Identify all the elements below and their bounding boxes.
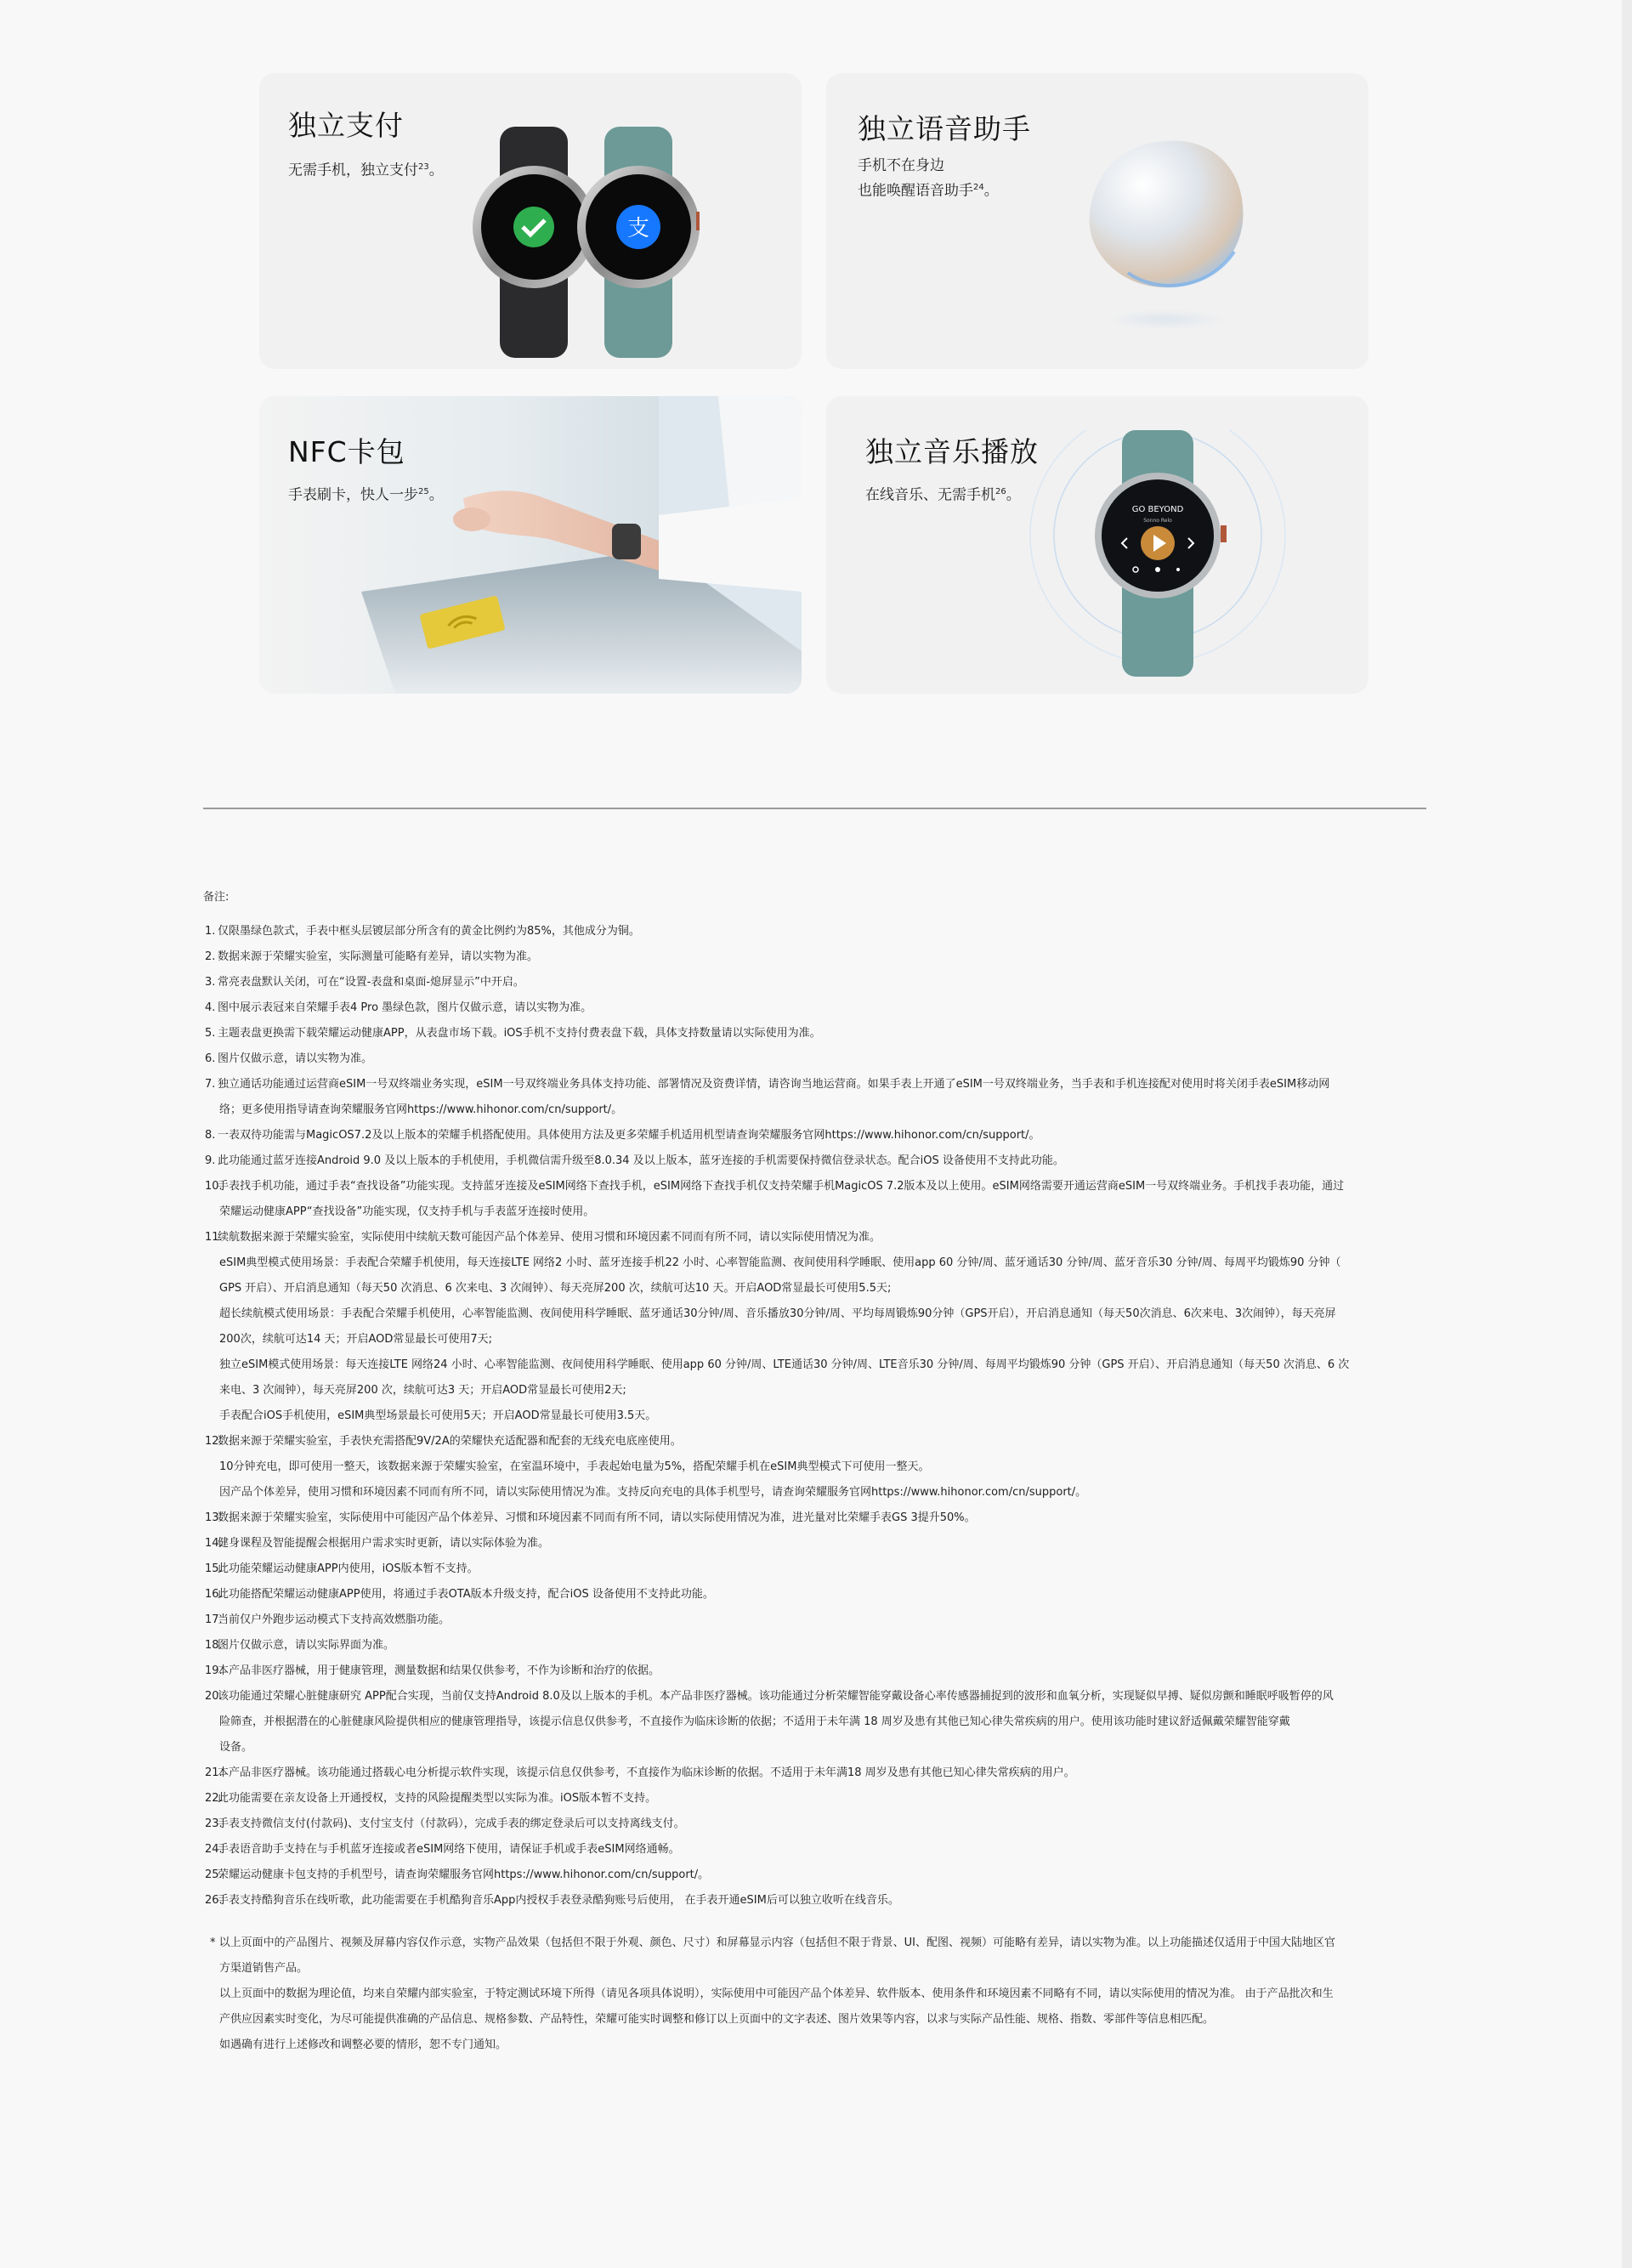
card-description: 手表刷卡，快人一步$^{25}$。 xyxy=(288,486,444,504)
card-description: 手机不在身边 也能唤醒语音助手$^{24}$。 xyxy=(858,157,999,200)
footnote-text: 手表语音助手支持在与手机蓝牙连接或者eSIM网络下使用，请保证手机或手表eSIM网络通畅。 xyxy=(218,1843,680,1856)
footnote-item xyxy=(203,1761,1427,1786)
footnote-number: 14. xyxy=(205,1537,223,1550)
footnote-item-continuation xyxy=(203,1250,1427,1276)
footnote-text: 图中展示表冠来自荣耀手表4 Pro 墨绿色款，图片仅做示意，请以实物为准。 xyxy=(218,1001,592,1014)
footnote-text: 设备。 xyxy=(219,1741,253,1754)
footnote-number: 26. xyxy=(205,1894,223,1907)
card-title: 独立语音助手 xyxy=(858,112,1031,145)
disclaimer-line: 如遇确有进行上述修改和调整必要的情形，恕不专门通知。 xyxy=(219,2038,507,2051)
footnote-text: 数据来源于荣耀实验室，实际测量可能略有差异，请以实物为准。 xyxy=(218,950,539,963)
footnote-item xyxy=(203,1684,1427,1710)
footnote-text: 超长续航模式使用场景：手表配合荣耀手机使用，心率智能监测、夜间使用科学睡眠、蓝牙通话30分钟/周、音乐播放30分钟/周、平均每周锻炼90分钟（GPS开启），开启消息通知（每天50次消息、6次来电、3次闹钟），每天亮屏 xyxy=(219,1307,1336,1320)
footnote-item xyxy=(203,1837,1427,1863)
footnote-item-continuation xyxy=(203,1301,1427,1327)
footnote-item xyxy=(203,919,1427,944)
footnote-number: 16. xyxy=(205,1588,223,1601)
footnote-number: 24. xyxy=(205,1843,223,1856)
footnote-text: 独立eSIM模式使用场景：每天连接LTE 网络24 小时、心率智能监测、夜间使用科学睡眠、使用app 60 分钟/周、LTE通话30 分钟/周、LTE音乐30 分钟/周、每周平均锻炼90 分钟（GPS 开启）、开启消息通知（每天50 次消息、6 次 xyxy=(219,1358,1350,1371)
footnote-number: 3. xyxy=(205,976,216,989)
footnote-item-continuation xyxy=(203,1097,1427,1123)
footnote-text: 本产品非医疗器械。该功能通过搭载心电分析提示软件实现，该提示信息仅供参考，不直接作为临床诊断的依据。不适用于未年满18 周岁及患有其他已知心律失常疾病的用户。 xyxy=(218,1766,1075,1779)
footnote-number: 22. xyxy=(205,1792,223,1805)
footnote-item-continuation xyxy=(203,1710,1427,1735)
footnote-number: 9. xyxy=(205,1154,216,1167)
disclaimer-line: 产供应因素实时变化，为尽可能提供准确的产品信息、规格参数、产品特性，荣耀可能实时调整和修订以上页面中的文字表述、图片效果等内容，以求与实际产品性能、规格、指数、零部件等信息相匹配。 xyxy=(219,2013,1215,2026)
footnote-number: 17. xyxy=(205,1613,223,1626)
footnote-item-continuation xyxy=(203,1378,1427,1403)
section-divider xyxy=(203,808,1426,809)
footnote-number: 12. xyxy=(205,1435,223,1448)
footnote-number: 15. xyxy=(205,1562,223,1575)
footnote-text: 当前仅户外跑步运动模式下支持高效燃脂功能。 xyxy=(218,1613,450,1626)
disclaimer xyxy=(203,1931,1427,2058)
footnote-text: 本产品非医疗器械，用于健康管理，测量数据和结果仅供参考，不作为诊断和治疗的依据。 xyxy=(218,1664,660,1677)
footnote-number: 4. xyxy=(205,1001,216,1014)
footnote-number: 2. xyxy=(205,950,216,963)
feature-card-nfc-wallet xyxy=(259,396,802,694)
footnote-number: 21. xyxy=(205,1766,223,1779)
footnote-text: 10分钟充电，即可使用一整天，该数据来源于荣耀实验室，在室温环境中，手表起始电量为5%，搭配荣耀手机在eSIM典型模式下可使用一整天。 xyxy=(219,1460,930,1473)
wechat-pay-icon xyxy=(513,207,554,247)
svg-text:支: 支 xyxy=(626,216,650,241)
footnote-text: 此功能荣耀运动健康APP内使用，iOS版本暂不支持。 xyxy=(218,1562,479,1575)
footnote-text: 健身课程及智能提醒会根据用户需求实时更新，请以实际体验为准。 xyxy=(218,1537,550,1550)
footnote-text: 一表双待功能需与MagicOS7.2及以上版本的荣耀手机搭配使用。具体使用方法及更多荣耀手机适用机型请查询荣耀服务官网https://www.hihonor.com/cn/support/。 xyxy=(218,1129,1040,1142)
footnote-text: 数据来源于荣耀实验室，实际使用中可能因产品个体差异、习惯和环境因素不同而有所不同，请以实际使用情况为准，进光量对比荣耀手表GS 3提升50%。 xyxy=(218,1511,976,1524)
watches-payment-image xyxy=(470,127,700,358)
feature-card-independent-payment xyxy=(259,73,802,369)
card-description: 无需手机，独立支付$^{23}$。 xyxy=(288,162,444,179)
footnote-item xyxy=(203,1888,1427,1914)
svg-text:Sonno Relo: Sonno Relo xyxy=(1143,518,1172,524)
footnote-item-continuation xyxy=(203,1352,1427,1378)
footnote-item xyxy=(203,1582,1427,1607)
footnote-text: 图片仅做示意，请以实物为准。 xyxy=(218,1052,373,1065)
voice-orb-image xyxy=(1081,124,1251,337)
footnote-item xyxy=(203,1072,1427,1097)
footnote-text: 因产品个体差异，使用习惯和环境因素不同而有所不同，请以实际使用情况为准。支持反向充电的具体手机型号，请查询荣耀服务官网https://www.hihonor.com/cn/support/。 xyxy=(219,1486,1087,1499)
footnote-item-continuation xyxy=(203,1199,1427,1225)
footnote-item-continuation xyxy=(203,1454,1427,1480)
footnote-item xyxy=(203,995,1427,1021)
footnote-text: 主题表盘更换需下载荣耀运动健康APP，从表盘市场下载。iOS手机不支持付费表盘下载，具体支持数量请以实际使用为准。 xyxy=(218,1027,821,1040)
footnote-text: 此功能需要在亲友设备上开通授权，支持的风险提醒类型以实际为准。iOS版本暂不支持。 xyxy=(218,1792,657,1805)
footnote-item-continuation xyxy=(203,1480,1427,1505)
disclaimer-line: 方渠道销售产品。 xyxy=(219,1962,309,1975)
footnote-number: 8. xyxy=(205,1129,216,1142)
footnote-text: 手表支持酷狗音乐在线听歌，此功能需要在手机酷狗音乐App内授权手表登录酷狗账号后使用， 在手表开通eSIM后可以独立收听在线音乐。 xyxy=(218,1894,899,1907)
footnotes-section xyxy=(203,887,1427,2058)
footnote-item xyxy=(203,1021,1427,1046)
footnote-item xyxy=(203,1863,1427,1888)
footnote-item xyxy=(203,1046,1427,1072)
feature-card-voice-assistant xyxy=(826,73,1368,369)
footnote-text: 荣耀运动健康APP“查找设备”功能实现，仅支持手机与手表蓝牙连接时使用。 xyxy=(219,1205,595,1218)
footnote-number: 6. xyxy=(205,1052,216,1065)
footnote-item xyxy=(203,944,1427,970)
music-watch-image xyxy=(1022,430,1294,677)
footnote-text: 仅限墨绿色款式，手表中框头层镀层部分所含有的黄金比例约为85%，其他成分为铜。 xyxy=(218,925,640,938)
footnote-number: 11. xyxy=(205,1231,223,1244)
footnote-text: 此功能搭配荣耀运动健康APP使用，将通过手表OTA版本升级支持，配合iOS 设备使用不支持此功能。 xyxy=(218,1588,714,1601)
feature-card-music-playback xyxy=(826,396,1368,694)
card-description: 在线音乐、无需手机$^{26}$。 xyxy=(865,486,1021,504)
footnote-item xyxy=(203,1812,1427,1837)
footnote-text: 独立通话功能通过运营商eSIM一号双终端业务实现，eSIM一号双终端业务具体支持功能、部署情况及资费详情，请咨询当地运营商。如果手表上开通了eSIM一号双终端业务，当手表和手机连接配对使用时将关闭手表eSIM移动网 xyxy=(218,1078,1330,1091)
disclaimer-line: * 以上页面中的产品图片、视频及屏幕内容仅作示意，实物产品效果（包括但不限于外观、颜色、尺寸）和屏幕显示内容（包括但不限于背景、UI、配图、视频）可能略有差异，请以实物为准。以上功能描述仅适用于中国大陆地区官 xyxy=(210,1936,1335,1949)
footnote-item xyxy=(203,1148,1427,1174)
footnote-number: 13. xyxy=(205,1511,223,1524)
footnote-text: eSIM典型模式使用场景：手表配合荣耀手机使用，每天连接LTE 网络2 小时、蓝牙连接手机22 小时、心率智能监测、夜间使用科学睡眠、使用app 60 分钟/周、蓝牙通话30 分钟/周、蓝牙音乐30 分钟/周、每周平均锻炼90 分钟（ xyxy=(219,1256,1341,1269)
footnote-text: 图片仅做示意，请以实际界面为准。 xyxy=(218,1639,395,1652)
footnote-item xyxy=(203,1174,1427,1199)
footnote-item xyxy=(203,970,1427,995)
footnote-text: 此功能通过蓝牙连接Android 9.0 及以上版本的手机使用，手机微信需升级至8.0.34 及以上版本，蓝牙连接的手机需要保持微信登录状态。配合iOS 设备使用不支持此功能。 xyxy=(218,1154,1064,1167)
footnote-number: 19. xyxy=(205,1664,223,1677)
footnote-item-continuation xyxy=(203,1276,1427,1301)
footnote-item-continuation xyxy=(203,1403,1427,1429)
footnote-text: 手表配合iOS手机使用，eSIM典型场景最长可使用5天；开启AOD常显最长可使用3.5天。 xyxy=(219,1409,657,1422)
footnote-text: 该功能通过荣耀心脏健康研究 APP配合实现，当前仅支持Android 8.0及以上版本的手机。本产品非医疗器械。该功能通过分析荣耀智能穿戴设备心率传感器捕捉到的波形和血氧分析，实现疑似早搏、疑似房颤和睡眠呼吸暂停的风 xyxy=(218,1690,1334,1703)
footnote-number: 25. xyxy=(205,1868,223,1881)
notes-title: 备注: xyxy=(203,891,230,904)
footnote-number: 5. xyxy=(205,1027,216,1040)
footnote-item xyxy=(203,1607,1427,1633)
footnote-item xyxy=(203,1633,1427,1658)
footnote-item-continuation xyxy=(203,1735,1427,1761)
card-title: NFC卡包 xyxy=(288,435,405,468)
footnote-text: 荣耀运动健康卡包支持的手机型号，请查询荣耀服务官网https://www.hihonor.com/cn/support/。 xyxy=(218,1868,710,1881)
footnote-text: 络；更多使用指导请查询荣耀服务官网https://www.hihonor.com/cn/support/。 xyxy=(219,1103,623,1116)
footnote-item-continuation xyxy=(203,1327,1427,1352)
footnote-text: 200次，续航可达14 天；开启AOD常显最长可使用7天; xyxy=(219,1333,493,1346)
footnote-item xyxy=(203,1531,1427,1556)
footnote-text: GPS 开启）、开启消息通知（每天50 次消息、6 次来电、3 次闹钟）、每天亮屏200 次，续航可达10 天。开启AOD常显最长可使用5.5天; xyxy=(219,1282,892,1295)
footnote-number: 20. xyxy=(205,1690,223,1703)
footnote-item xyxy=(203,1556,1427,1582)
footnote-item xyxy=(203,1786,1427,1812)
disclaimer-line: 以上页面中的数据为理论值，均来自荣耀内部实验室，于特定测试环境下所得（请见各项具体说明），实际使用中可能因产品个体差异、软件版本、使用条件和环境因素不同略有不同，请以实际使用的情况为准。 由于产品批次和生 xyxy=(219,1987,1334,2000)
footnote-number: 10. xyxy=(205,1180,223,1193)
right-edge-strip xyxy=(1622,0,1632,2268)
footnote-text: 险筛查，并根据潜在的心脏健康风险提供相应的健康管理指导，该提示信息仅供参考，不直接作为临床诊断的依据；不适用于未年满 18 周岁及患有其他已知心律失常疾病的用户。使用该功能时建议舒适佩戴荣耀智能穿戴 xyxy=(219,1715,1290,1728)
footnote-text: 续航数据来源于荣耀实验室，实际使用中续航天数可能因产品个体差异、使用习惯和环境因素不同而有所不同，请以实际使用情况为准。 xyxy=(218,1231,881,1244)
footnotes-list xyxy=(203,919,1427,1914)
footnote-text: 常亮表盘默认关闭，可在“设置-表盘和桌面-熄屏显示”中开启。 xyxy=(218,976,524,989)
footnote-number: 23. xyxy=(205,1817,223,1830)
footnote-item xyxy=(203,1658,1427,1684)
footnote-number: 7. xyxy=(205,1078,216,1091)
footnote-item xyxy=(203,1429,1427,1454)
card-title: 独立音乐播放 xyxy=(865,435,1039,468)
footnote-text: 来电、3 次闹钟），每天亮屏200 次，续航可达3 天；开启AOD常显最长可使用2天; xyxy=(219,1384,626,1397)
footnote-item xyxy=(203,1225,1427,1250)
footnote-item xyxy=(203,1123,1427,1148)
footnote-number: 18. xyxy=(205,1639,223,1652)
footnote-text: 手表找手机功能，通过手表“查找设备”功能实现。支持蓝牙连接及eSIM网络下查找手机，eSIM网络下查找手机仅支持荣耀手机MagicOS 7.2版本及以上使用。eSIM网络需要开通运营商eSIM一号双终端业务。手机找手表功能，通过 xyxy=(218,1180,1345,1193)
footnote-number: 1. xyxy=(205,925,216,938)
footnote-text: 数据来源于荣耀实验室，手表快充需搭配9V/2A的荣耀快充适配器和配套的无线充电底座使用。 xyxy=(218,1435,682,1448)
card-title: 独立支付 xyxy=(288,109,404,142)
footnote-text: 手表支持微信支付(付款码)、支付宝支付（付款码），完成手表的绑定登录后可以支持离线支付。 xyxy=(218,1817,685,1830)
footnote-item xyxy=(203,1505,1427,1531)
svg-text:GO BEYOND: GO BEYOND xyxy=(1131,505,1184,514)
